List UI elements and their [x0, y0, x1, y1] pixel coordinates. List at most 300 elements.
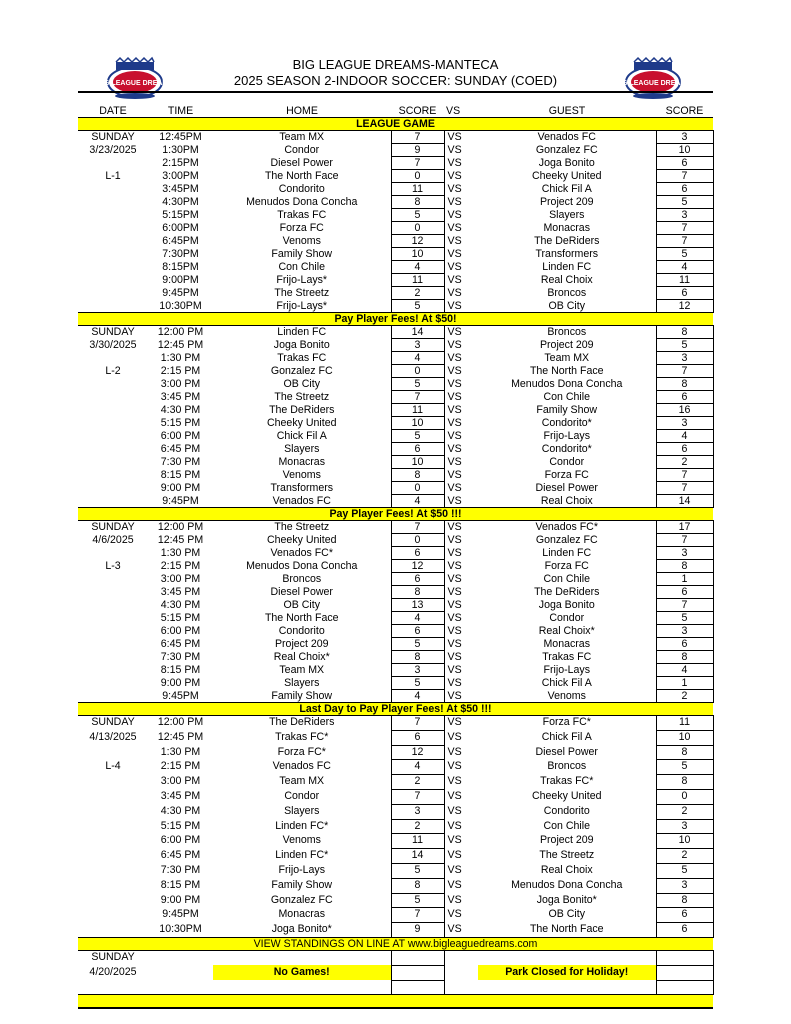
home-score: 0: [391, 482, 444, 495]
guest-team: Forza FC: [544, 469, 589, 481]
game-row: [78, 690, 713, 703]
guest-score: 4: [656, 261, 713, 274]
vs-label: VS: [447, 494, 462, 507]
guest-score: 7: [656, 222, 713, 235]
vs-label: VS: [447, 819, 462, 832]
guest-score: 8: [656, 378, 713, 391]
game-time: 9:45PM: [162, 287, 199, 299]
guest-score: 3: [656, 878, 713, 893]
game-time: 8:15 PM: [160, 469, 201, 481]
home-team: Diesel Power: [270, 586, 333, 598]
guest-score: 1: [656, 677, 713, 690]
empty: [391, 950, 444, 965]
guest-team: Trakas FC*: [540, 775, 594, 788]
home-score: 7: [391, 521, 444, 534]
schedule-table: [78, 91, 714, 1009]
game-row: [78, 547, 713, 560]
vs-label: VS: [447, 908, 462, 921]
date-cell: [78, 804, 148, 819]
col-guest: GUEST: [478, 105, 656, 118]
home-score: 7: [391, 157, 444, 170]
home-score: 12: [391, 235, 444, 248]
date-cell: [78, 878, 148, 893]
home-team: Cheeky United: [267, 534, 337, 546]
home-score: 5: [391, 300, 444, 313]
guest-score: 3: [656, 819, 713, 834]
home-team: Venoms: [282, 834, 321, 847]
home-score: 3: [391, 804, 444, 819]
week-date: 4/13/2025: [89, 730, 137, 743]
home-score: 14: [391, 326, 444, 339]
vs-label: VS: [447, 638, 462, 650]
guest-team: Joga Bonito*: [536, 893, 597, 906]
vs-label: VS: [447, 443, 462, 455]
week-day: SUNDAY: [91, 716, 135, 729]
guest-team: Diesel Power: [535, 745, 598, 758]
week-date: 3/23/2025: [89, 144, 137, 156]
game-row: [78, 745, 713, 760]
date-cell: [78, 690, 148, 703]
col-guest-score: SCORE: [656, 105, 713, 118]
guest-team: Real Choix: [540, 274, 593, 286]
guest-score: 6: [656, 183, 713, 196]
vs-label: VS: [447, 378, 462, 390]
home-score: 6: [391, 573, 444, 586]
home-team: Frijo-Lays*: [276, 299, 328, 312]
vs-label: VS: [447, 170, 462, 182]
guest-score: 3: [656, 352, 713, 365]
holiday-day: SUNDAY: [91, 951, 135, 964]
col-vs: VS: [444, 105, 478, 118]
game-time: 3:00 PM: [160, 378, 201, 390]
home-team: Cheeky United: [267, 417, 337, 429]
home-team: Monacras: [278, 908, 325, 921]
game-time: 2:15PM: [162, 157, 199, 169]
game-row: [78, 222, 713, 235]
home-team: Gonzalez FC: [270, 365, 333, 377]
guest-team: Forza FC*: [542, 716, 591, 729]
game-time: 5:15 PM: [160, 417, 201, 429]
game-row: [78, 560, 713, 573]
date-cell: [78, 274, 148, 287]
game-time: 12:45 PM: [157, 339, 204, 351]
home-team: Trakas FC: [277, 352, 327, 364]
no-games-label: No Games!: [213, 965, 391, 980]
guest-team: Slayers: [549, 209, 585, 221]
vs-label: VS: [447, 352, 462, 364]
guest-team: Diesel Power: [535, 482, 598, 494]
vs-label: VS: [447, 863, 462, 876]
empty: [148, 965, 213, 980]
game-time: 5:15 PM: [160, 819, 201, 832]
date-cell: [78, 235, 148, 248]
guest-team: The North Face: [529, 922, 604, 935]
home-team: Family Show: [271, 878, 333, 891]
game-row: [78, 339, 713, 352]
date-cell: [78, 651, 148, 664]
guest-team: Menudos Dona Concha: [511, 878, 623, 891]
game-row: [78, 893, 713, 908]
game-time: 6:00 PM: [160, 834, 201, 847]
home-score: 0: [391, 534, 444, 547]
game-row: [78, 170, 713, 183]
home-score: 6: [391, 547, 444, 560]
guest-team: Condorito*: [541, 443, 592, 455]
home-score: 4: [391, 352, 444, 365]
game-row: [78, 404, 713, 417]
home-score: 6: [391, 730, 444, 745]
game-time: 6:00 PM: [160, 430, 201, 442]
guest-team: Chick Fil A: [541, 730, 592, 743]
home-team: The Streetz: [274, 521, 330, 534]
guest-score: 6: [656, 586, 713, 599]
home-team: Menudos Dona Concha: [246, 196, 358, 208]
vs-label: VS: [447, 456, 462, 468]
game-row: [78, 430, 713, 443]
guest-score: 7: [656, 170, 713, 183]
empty: [656, 950, 713, 965]
game-row: [78, 804, 713, 819]
guest-team: Cheeky United: [532, 170, 602, 182]
guest-team: Broncos: [547, 326, 587, 339]
guest-team: Menudos Dona Concha: [511, 378, 623, 390]
vs-label: VS: [447, 365, 462, 377]
home-team: Team MX: [279, 131, 325, 144]
date-cell: [78, 261, 148, 274]
game-row: [78, 300, 713, 313]
vs-label: VS: [447, 482, 462, 494]
vs-label: VS: [447, 339, 462, 351]
guest-score: 6: [656, 923, 713, 938]
home-team: Family Show: [271, 248, 333, 260]
date-cell: [78, 430, 148, 443]
guest-team: Venados FC*: [535, 521, 598, 534]
home-score: 4: [391, 760, 444, 775]
week-day: SUNDAY: [91, 326, 135, 339]
game-time: 1:30 PM: [160, 745, 201, 758]
week-label: L-3: [105, 560, 121, 572]
home-score: 5: [391, 863, 444, 878]
guest-score: 16: [656, 404, 713, 417]
guest-team: Frijo-Lays: [543, 664, 590, 676]
game-time: 12:45 PM: [157, 534, 204, 546]
guest-team: Project 209: [539, 834, 594, 847]
vs-label: VS: [447, 730, 462, 743]
home-score: 7: [391, 131, 444, 144]
vs-label: VS: [447, 922, 462, 935]
park-closed-label: Park Closed for Holiday!: [478, 965, 656, 980]
empty: [391, 980, 444, 995]
vs-label: VS: [447, 274, 462, 286]
date-cell: [78, 196, 148, 209]
home-team: The DeRiders: [269, 716, 335, 729]
game-row: [78, 534, 713, 547]
date-cell: [78, 183, 148, 196]
home-team: Linden FC*: [275, 849, 329, 862]
guest-team: Cheeky United: [532, 789, 602, 802]
home-score: 0: [391, 170, 444, 183]
home-team: OB City: [283, 378, 320, 390]
column-header-row: [78, 105, 713, 118]
vs-label: VS: [447, 391, 462, 403]
guest-score: 10: [656, 144, 713, 157]
home-team: Diesel Power: [270, 157, 333, 169]
guest-team: Team MX: [544, 352, 590, 364]
home-team: Team MX: [279, 775, 325, 788]
vs-label: VS: [447, 599, 462, 611]
vs-label: VS: [447, 248, 462, 260]
date-cell: [78, 222, 148, 235]
guest-score: 11: [656, 716, 713, 731]
guest-team: The DeRiders: [534, 235, 600, 247]
game-row: [78, 326, 713, 339]
game-time: 9:45PM: [162, 494, 199, 507]
game-time: 3:00 PM: [160, 775, 201, 788]
game-time: 1:30 PM: [160, 352, 201, 364]
game-row: [78, 730, 713, 745]
svg-text:BIG LEAGUE DREAMS: BIG LEAGUE DREAMS: [615, 80, 691, 87]
banner-row: [78, 508, 713, 521]
banner-row: [78, 937, 713, 950]
vs-label: VS: [447, 651, 462, 663]
date-cell: [78, 625, 148, 638]
guest-team: Real Choix*: [538, 625, 595, 637]
empty: [148, 980, 213, 995]
date-cell: [78, 417, 148, 430]
game-time: 4:30 PM: [160, 599, 201, 611]
game-time: 3:45 PM: [160, 586, 201, 598]
vs-label: VS: [447, 534, 462, 546]
guest-score: 3: [656, 209, 713, 222]
svg-text:BIG LEAGUE DREAMS: BIG LEAGUE DREAMS: [97, 80, 173, 87]
date-cell: [78, 209, 148, 222]
home-team: Slayers: [284, 804, 320, 817]
game-row: [78, 849, 713, 864]
home-score: 13: [391, 599, 444, 612]
game-row: [78, 495, 713, 508]
guest-team: Condorito*: [541, 417, 592, 429]
home-score: 9: [391, 923, 444, 938]
guest-team: Condor: [549, 612, 585, 624]
empty: [148, 950, 213, 965]
guest-score: 12: [656, 300, 713, 313]
home-score: 8: [391, 878, 444, 893]
game-time: 9:00 PM: [160, 893, 201, 906]
standings-link-banner[interactable]: VIEW STANDINGS ON LINE AT www.bigleaguedreams.com: [78, 937, 713, 950]
empty: [78, 980, 148, 995]
game-row: [78, 651, 713, 664]
home-team: The North Face: [264, 612, 339, 624]
date-cell: [78, 378, 148, 391]
game-row: [78, 573, 713, 586]
home-score: 11: [391, 404, 444, 417]
game-row: [78, 612, 713, 625]
game-row: [78, 157, 713, 170]
guest-score: 6: [656, 157, 713, 170]
vs-label: VS: [447, 775, 462, 788]
guest-score: 4: [656, 430, 713, 443]
vs-label: VS: [447, 183, 462, 195]
guest-score: 5: [656, 248, 713, 261]
game-time: 9:00PM: [162, 274, 199, 286]
guest-team: The North Face: [529, 365, 604, 377]
home-score: 12: [391, 745, 444, 760]
game-time: 12:45PM: [159, 131, 202, 144]
guest-score: 2: [656, 849, 713, 864]
home-score: 4: [391, 261, 444, 274]
guest-team: Chick Fil A: [541, 677, 592, 689]
home-score: 8: [391, 196, 444, 209]
home-team: Chick Fil A: [276, 430, 327, 442]
date-cell: [78, 391, 148, 404]
guest-team: Linden FC: [542, 547, 592, 559]
guest-team: OB City: [548, 299, 585, 312]
home-score: 5: [391, 638, 444, 651]
vs-label: VS: [447, 834, 462, 847]
game-row: [78, 456, 713, 469]
home-team: Real Choix*: [273, 651, 330, 663]
guest-score: 6: [656, 443, 713, 456]
guest-team: Transformers: [535, 248, 599, 260]
guest-score: 6: [656, 391, 713, 404]
guest-team: Broncos: [547, 287, 587, 299]
col-home-score: SCORE: [391, 105, 444, 118]
guest-score: 5: [656, 760, 713, 775]
home-score: 5: [391, 378, 444, 391]
guest-score: 3: [656, 417, 713, 430]
game-time: 6:00PM: [162, 222, 199, 234]
date-cell: [78, 923, 148, 938]
date-cell: [78, 456, 148, 469]
guest-team: Project 209: [539, 196, 594, 208]
vs-label: VS: [447, 625, 462, 637]
guest-score: 2: [656, 690, 713, 703]
vs-label: VS: [447, 573, 462, 585]
game-time: 2:15 PM: [160, 760, 201, 773]
home-score: 8: [391, 651, 444, 664]
game-row: [78, 863, 713, 878]
guest-team: Family Show: [536, 404, 598, 416]
vs-label: VS: [447, 586, 462, 598]
date-cell: [78, 287, 148, 300]
home-team: Frijo-Lays*: [276, 274, 328, 286]
home-score: 9: [391, 144, 444, 157]
game-time: 9:45PM: [162, 689, 199, 702]
vs-label: VS: [447, 235, 462, 247]
col-date: DATE: [78, 105, 148, 118]
guest-team: Linden FC: [542, 261, 592, 273]
guest-team: Forza FC: [544, 560, 589, 572]
holiday-row: [78, 980, 713, 995]
date-cell: [78, 819, 148, 834]
empty: [213, 980, 391, 995]
game-row: [78, 834, 713, 849]
home-team: Slayers: [284, 677, 320, 689]
holiday-row: [78, 950, 713, 965]
vs-label: VS: [447, 893, 462, 906]
home-score: 11: [391, 183, 444, 196]
home-score: 10: [391, 417, 444, 430]
game-time: 3:45 PM: [160, 391, 201, 403]
vs-label: VS: [447, 144, 462, 156]
league-game-banner-row: [78, 118, 713, 131]
guest-score: 8: [656, 560, 713, 573]
guest-score: 4: [656, 664, 713, 677]
home-score: 5: [391, 893, 444, 908]
vs-label: VS: [447, 760, 462, 773]
game-time: 3:45 PM: [160, 789, 201, 802]
game-time: 5:15PM: [162, 209, 199, 221]
home-team: Linden FC*: [275, 819, 329, 832]
date-cell: [78, 443, 148, 456]
home-score: 2: [391, 287, 444, 300]
home-score: 7: [391, 789, 444, 804]
week-label: L-4: [105, 760, 121, 773]
guest-score: 3: [656, 131, 713, 144]
home-score: 10: [391, 456, 444, 469]
guest-score: 10: [656, 730, 713, 745]
banner-row: [78, 313, 713, 326]
vs-label: VS: [447, 131, 462, 144]
home-team: Venados FC: [272, 494, 331, 507]
week-date: 3/30/2025: [89, 339, 137, 351]
guest-team: The DeRiders: [534, 586, 600, 598]
guest-team: Venados FC: [537, 131, 596, 144]
top-border-row: [78, 92, 713, 105]
game-row: [78, 638, 713, 651]
date-cell: [78, 863, 148, 878]
vs-label: VS: [447, 222, 462, 234]
date-cell: [78, 664, 148, 677]
guest-team: Joga Bonito: [538, 157, 595, 169]
home-score: 4: [391, 690, 444, 703]
date-cell: [78, 248, 148, 261]
guest-score: 5: [656, 339, 713, 352]
guest-score: 0: [656, 789, 713, 804]
game-row: [78, 352, 713, 365]
week-day: SUNDAY: [91, 521, 135, 534]
empty: [391, 965, 444, 980]
game-row: [78, 819, 713, 834]
schedule-body: [78, 92, 713, 1008]
game-row: [78, 521, 713, 534]
date-cell: [78, 834, 148, 849]
game-time: 8:15PM: [162, 261, 199, 273]
fees-banner: Pay Player Fees! At $50!: [78, 313, 713, 326]
week-label: L-1: [105, 170, 121, 182]
empty: [478, 980, 656, 995]
guest-score: 2: [656, 804, 713, 819]
guest-team: Real Choix: [540, 863, 593, 876]
guest-team: Condor: [549, 456, 585, 468]
home-team: Frijo-Lays: [278, 863, 325, 876]
game-time: 8:15 PM: [160, 664, 201, 676]
date-cell: [78, 495, 148, 508]
game-time: 2:15 PM: [160, 365, 201, 377]
date-cell: [78, 599, 148, 612]
home-team: Venados FC*: [270, 547, 333, 559]
vs-label: VS: [447, 745, 462, 758]
game-row: [78, 274, 713, 287]
guest-team: Real Choix: [540, 494, 593, 507]
vs-label: VS: [447, 404, 462, 416]
game-time: 1:30PM: [162, 144, 199, 156]
guest-score: 5: [656, 863, 713, 878]
game-row: [78, 235, 713, 248]
home-score: 4: [391, 495, 444, 508]
vs-label: VS: [447, 157, 462, 169]
home-team: Linden FC: [277, 326, 327, 339]
